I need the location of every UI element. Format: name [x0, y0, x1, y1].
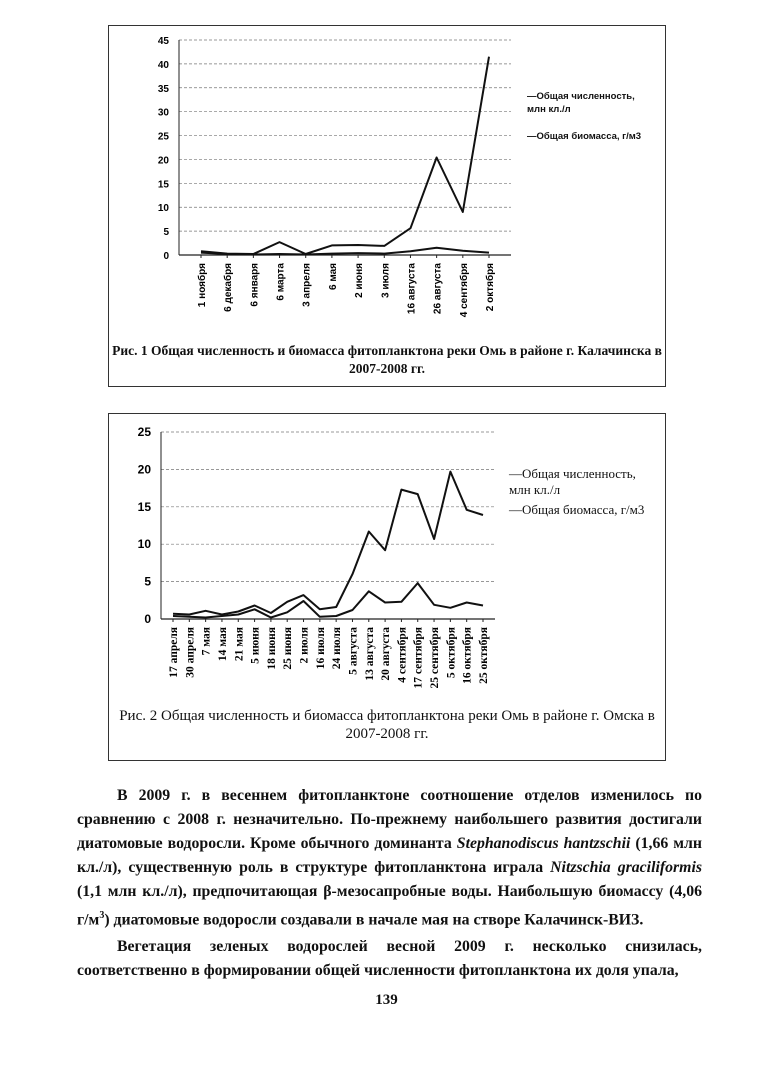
- x-tick-label: 16 октября: [461, 627, 474, 684]
- x-tick-label: 14 мая: [216, 627, 229, 662]
- x-tick-label: 17 сентября: [412, 627, 425, 689]
- x-tick-label: 5 июня: [249, 627, 262, 664]
- x-tick-label: 16 июля: [314, 627, 327, 670]
- figure-1: [108, 25, 666, 387]
- species-name: Nitzschia graciliformis: [550, 859, 702, 876]
- x-tick-label: 17 апреля: [168, 627, 180, 678]
- y-tick-label: 10: [137, 537, 151, 552]
- paragraph-text: (1,1 млн кл./л), предпочитающая β-мезосапробные воды. Наибольшую биомассу (4,06 г/м: [77, 883, 702, 929]
- x-tick-label: 6 марта: [275, 263, 287, 301]
- y-tick-label: 40: [157, 59, 169, 71]
- x-tick-label: 25 июня: [282, 627, 295, 670]
- y-tick-label: 15: [157, 179, 169, 191]
- y-tick-label: 15: [137, 499, 151, 514]
- legend-item-biomass: [527, 130, 647, 143]
- x-tick-label: 2 июня: [354, 263, 366, 298]
- series-line-biomass: [173, 583, 483, 617]
- figure-2-chart: [109, 414, 665, 706]
- y-tick-label: 45: [157, 36, 169, 47]
- legend-item-biomass: [509, 502, 649, 518]
- figure-2-caption: Рис. 2 Общая численность и биомасса фитопланктона реки Омь в районе г. Омска в 2007-2008 гг.: [119, 708, 655, 742]
- x-tick-label: 26 августа: [432, 263, 444, 315]
- x-tick-label: 16 августа: [406, 263, 418, 315]
- x-tick-label: 5 октября: [445, 627, 458, 679]
- legend-item-numbers: [509, 466, 649, 498]
- x-tick-label: 6 декабря: [223, 263, 235, 312]
- species-name: Stephanodiscus hantzschii: [456, 835, 631, 852]
- y-tick-label: 30: [157, 107, 169, 119]
- x-tick-label: 5 августа: [347, 627, 360, 675]
- x-tick-label: 4 сентября: [396, 627, 409, 683]
- paragraph-2: Вегетация зеленых водорослей весной 2009 г. несколько снизилась, соответственно в формировании общей численности фитопланктона их доля упала,: [77, 938, 702, 979]
- legend-item-label: —Общая биомасса, г/м3: [509, 502, 645, 517]
- legend-item-label: —Общая численность, млн кл./л: [527, 91, 635, 115]
- y-tick-label: 25: [137, 425, 151, 439]
- legend-item-label: —Общая биомасса, г/м3: [527, 131, 642, 142]
- y-tick-label: 10: [157, 203, 169, 215]
- series-line-numbers: [173, 472, 483, 615]
- paragraph-text: (1,66 млн кл./л), существенную роль в структуре фитопланктона играла: [77, 835, 702, 876]
- page-number: 139: [375, 992, 398, 1008]
- figure-1-caption: Рис. 1 Общая численность и биомасса фитопланктона реки Омь в районе г. Калачинска в 2007-2008 гг.: [112, 343, 662, 376]
- x-tick-label: 21 мая: [233, 627, 246, 662]
- x-tick-label: 4 сентября: [458, 263, 470, 318]
- paragraph-text: ) диатомовые водоросли создавали в начале мая на створе Калачинск-ВИЗ.: [104, 911, 644, 929]
- y-tick-label: 25: [157, 131, 169, 143]
- x-tick-label: 25 сентября: [429, 627, 442, 689]
- x-tick-label: 1 ноября: [197, 263, 208, 308]
- y-tick-label: 20: [157, 155, 169, 167]
- x-tick-label: 6 января: [249, 263, 261, 307]
- paragraph-text: В 2009 г. в весеннем фитопланктоне соотношение отделов изменилось по сравнению с 2008 г. незначительно. По-прежнему наибольшего развития достигали диатомовые водоросли. Кроме обычного доминанта: [77, 787, 702, 852]
- y-tick-label: 35: [157, 83, 169, 95]
- x-tick-label: 2 октября: [485, 263, 496, 312]
- y-tick-label: 5: [163, 227, 169, 239]
- figure-2-legend: [509, 466, 649, 518]
- x-tick-label: 3 июля: [380, 263, 392, 298]
- figure-2: [108, 413, 666, 761]
- x-tick-label: 2 июля: [298, 627, 311, 664]
- y-tick-label: 20: [137, 462, 151, 477]
- y-tick-label: 0: [163, 251, 169, 262]
- x-tick-label: 24 июля: [331, 627, 344, 670]
- x-tick-label: 18 июня: [265, 627, 278, 670]
- x-tick-label: 7 мая: [200, 627, 213, 656]
- figure-1-legend: [527, 90, 647, 143]
- x-tick-label: 13 августа: [363, 627, 376, 681]
- paragraph-1: [77, 784, 702, 932]
- superscript: 3: [99, 910, 105, 921]
- x-tick-label: 3 апреля: [301, 263, 313, 307]
- x-tick-label: 6 мая: [327, 263, 339, 291]
- series-line-numbers: [201, 57, 489, 254]
- x-tick-label: 30 апреля: [184, 627, 197, 678]
- x-tick-label: 20 августа: [380, 627, 393, 681]
- y-tick-label: 5: [144, 574, 151, 589]
- figure-1-chart: [109, 26, 665, 336]
- y-tick-label: 0: [144, 612, 151, 626]
- series-line-biomass: [201, 248, 489, 255]
- legend-item-label: —Общая численность, млн кл./л: [509, 466, 636, 497]
- legend-item-numbers: [527, 90, 647, 116]
- x-tick-label: 25 октября: [478, 627, 490, 684]
